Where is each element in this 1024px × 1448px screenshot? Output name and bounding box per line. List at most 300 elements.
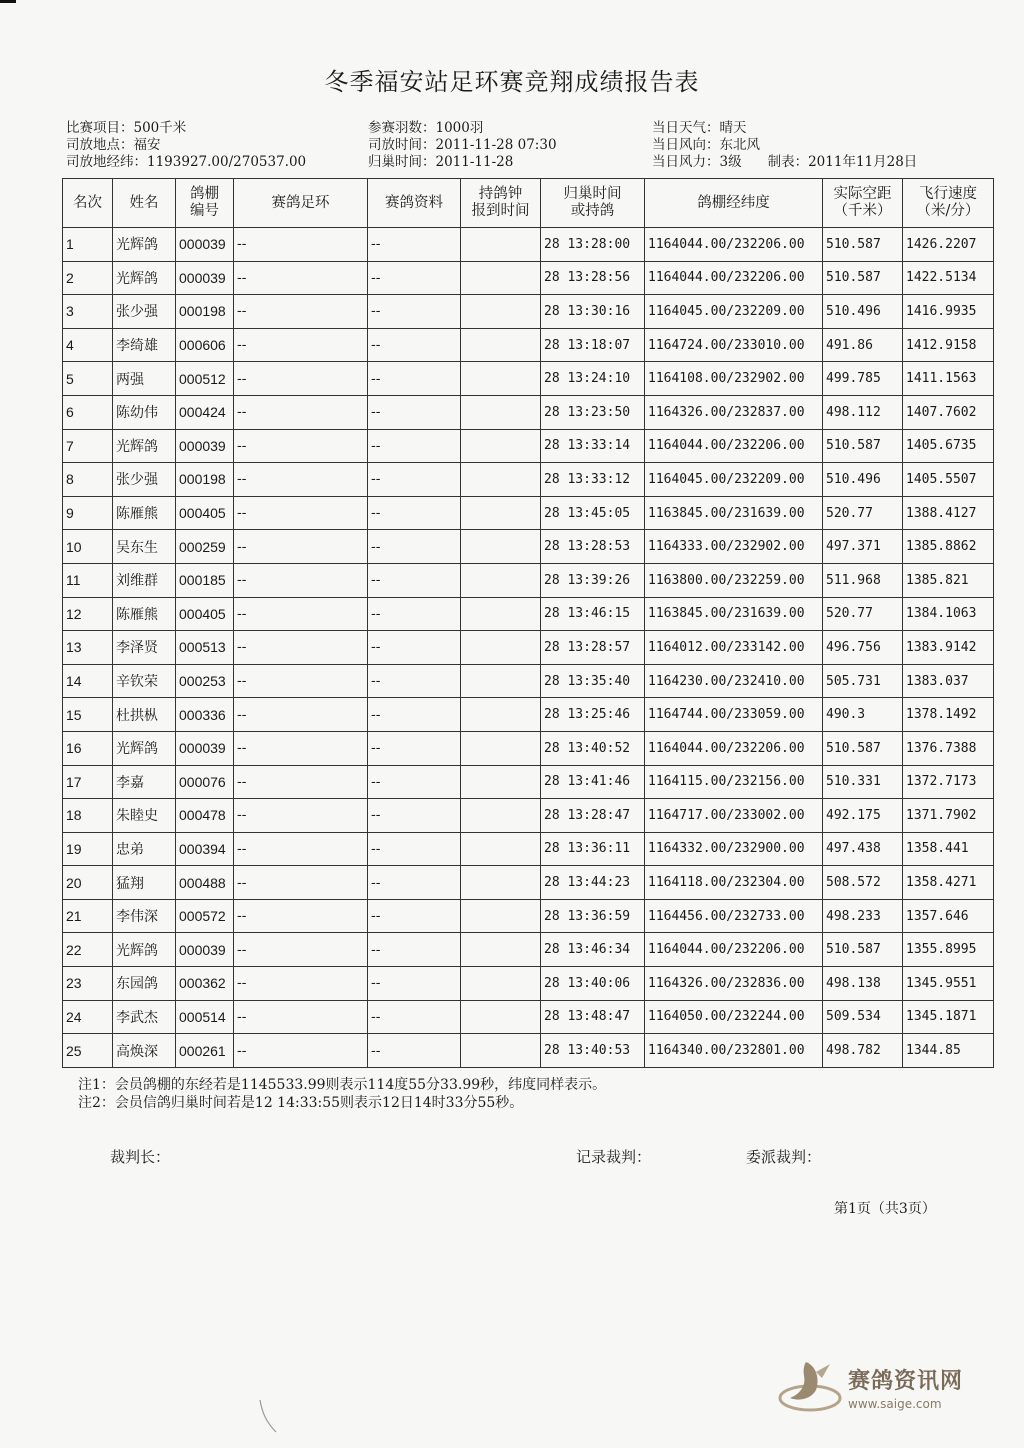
- info-cell: --: [368, 832, 461, 866]
- loft-id-cell: 000039: [176, 933, 234, 967]
- info-cell: --: [368, 328, 461, 362]
- name-cell: 陈幼伟: [113, 395, 176, 429]
- arrival-time-cell: 28 13:36:59: [541, 899, 645, 933]
- rank-cell: 11: [63, 563, 113, 597]
- column-header-line: 赛鸽资料: [385, 194, 443, 211]
- watermark-site-name: 赛鸽资讯网: [848, 1368, 964, 1394]
- column-header: [368, 179, 461, 228]
- column-header: [63, 179, 113, 228]
- clock-cell: [461, 731, 541, 765]
- name-cell: 刘维群: [113, 563, 176, 597]
- arrival-time-cell: 28 13:28:00: [541, 228, 645, 262]
- loft-id-cell: 000185: [176, 563, 234, 597]
- ring-cell: --: [234, 731, 368, 765]
- table-row: [63, 866, 994, 900]
- coordinates-cell: 1164456.00/232733.00: [645, 899, 823, 933]
- speed-cell: 1426.2207: [903, 228, 994, 262]
- coordinates-cell: 1164118.00/232304.00: [645, 866, 823, 900]
- ring-cell: --: [234, 866, 368, 900]
- pigeon-logo-icon: [776, 1354, 844, 1420]
- pen-scribble-mark: [256, 1398, 282, 1434]
- distance-cell: 520.77: [823, 496, 903, 530]
- arrival-time-cell: 28 13:33:12: [541, 463, 645, 497]
- info-cell: --: [368, 261, 461, 295]
- clock-cell: [461, 362, 541, 396]
- ring-cell: --: [234, 530, 368, 564]
- ring-cell: --: [234, 832, 368, 866]
- column-header: [645, 179, 823, 228]
- distance-cell: 509.534: [823, 1000, 903, 1034]
- distance-cell: 510.587: [823, 933, 903, 967]
- distance-cell: 510.587: [823, 228, 903, 262]
- arrival-time-cell: 28 13:25:46: [541, 698, 645, 732]
- info-cell: --: [368, 1034, 461, 1068]
- clock-cell: [461, 899, 541, 933]
- rank-cell: 10: [63, 530, 113, 564]
- name-cell: 东园鸽: [113, 967, 176, 1001]
- clock-cell: [461, 698, 541, 732]
- speed-cell: 1383.9142: [903, 631, 994, 665]
- rank-cell: 15: [63, 698, 113, 732]
- loft-id-cell: 000512: [176, 362, 234, 396]
- name-cell: 光辉鸽: [113, 261, 176, 295]
- arrival-time-cell: 28 13:36:11: [541, 832, 645, 866]
- distance-cell: 505.731: [823, 664, 903, 698]
- arrival-time-cell: 28 13:40:52: [541, 731, 645, 765]
- name-cell: 吴东生: [113, 530, 176, 564]
- chief-judge-signature: 裁判长：: [110, 1148, 171, 1166]
- ring-cell: --: [234, 899, 368, 933]
- rank-cell: 19: [63, 832, 113, 866]
- table-row: [63, 664, 994, 698]
- distance-cell: 511.968: [823, 563, 903, 597]
- clock-cell: [461, 933, 541, 967]
- rank-cell: 21: [63, 899, 113, 933]
- info-cell: --: [368, 295, 461, 329]
- column-header: [903, 179, 994, 228]
- loft-id-cell: 000394: [176, 832, 234, 866]
- arrival-time-cell: 28 13:35:40: [541, 664, 645, 698]
- distance-cell: 496.756: [823, 631, 903, 665]
- meta-column-1: [66, 120, 306, 171]
- name-cell: 两强: [113, 362, 176, 396]
- speed-cell: 1412.9158: [903, 328, 994, 362]
- ring-cell: --: [234, 261, 368, 295]
- coordinates-cell: 1164326.00/232836.00: [645, 967, 823, 1001]
- coordinates-cell: 1164044.00/232206.00: [645, 933, 823, 967]
- loft-id-cell: 000405: [176, 597, 234, 631]
- arrival-time-cell: 28 13:46:15: [541, 597, 645, 631]
- column-header-line: （千米）: [833, 203, 892, 219]
- rank-cell: 4: [63, 328, 113, 362]
- site-watermark: [776, 1352, 996, 1422]
- speed-cell: 1355.8995: [903, 933, 994, 967]
- column-header-line: 赛鸽足环: [271, 194, 330, 211]
- clock-cell: [461, 1034, 541, 1068]
- speed-cell: 1385.821: [903, 563, 994, 597]
- column-header-line: 或持鸽: [570, 203, 615, 219]
- loft-id-cell: 000606: [176, 328, 234, 362]
- column-header: [113, 179, 176, 228]
- loft-id-cell: 000039: [176, 228, 234, 262]
- distance-cell: 497.438: [823, 832, 903, 866]
- speed-cell: 1405.5507: [903, 463, 994, 497]
- name-cell: 高焕深: [113, 1034, 176, 1068]
- column-header-line: 飞行速度: [919, 186, 977, 202]
- table-row: [63, 429, 994, 463]
- loft-id-cell: 000362: [176, 967, 234, 1001]
- arrival-time-cell: 28 13:46:34: [541, 933, 645, 967]
- distance-cell: 510.496: [823, 295, 903, 329]
- info-cell: --: [368, 463, 461, 497]
- column-header-line: 鸽棚: [190, 186, 219, 202]
- coordinates-cell: 1164044.00/232206.00: [645, 731, 823, 765]
- table-row: [63, 698, 994, 732]
- name-cell: 李伟深: [113, 899, 176, 933]
- rank-cell: 25: [63, 1034, 113, 1068]
- info-cell: --: [368, 765, 461, 799]
- column-header-line: 名次: [73, 194, 102, 211]
- coordinates-cell: 1164050.00/232244.00: [645, 1000, 823, 1034]
- clock-cell: [461, 563, 541, 597]
- meta-item: 归巢时间：2011-11-28: [368, 154, 514, 170]
- speed-cell: 1411.1563: [903, 362, 994, 396]
- coordinates-cell: 1164333.00/232902.00: [645, 530, 823, 564]
- coordinates-cell: 1164744.00/233059.00: [645, 698, 823, 732]
- table-row: [63, 295, 994, 329]
- coordinates-cell: 1164012.00/233142.00: [645, 631, 823, 665]
- loft-id-cell: 000198: [176, 463, 234, 497]
- speed-cell: 1358.4271: [903, 866, 994, 900]
- loft-id-cell: 000488: [176, 866, 234, 900]
- column-header: [461, 179, 541, 228]
- clock-cell: [461, 496, 541, 530]
- coordinates-cell: 1164044.00/232206.00: [645, 429, 823, 463]
- loft-id-cell: 000039: [176, 429, 234, 463]
- clock-cell: [461, 295, 541, 329]
- distance-cell: 510.496: [823, 463, 903, 497]
- ring-cell: --: [234, 631, 368, 665]
- info-cell: --: [368, 563, 461, 597]
- ring-cell: --: [234, 429, 368, 463]
- clock-cell: [461, 228, 541, 262]
- rank-cell: 17: [63, 765, 113, 799]
- name-cell: 陈雁熊: [113, 496, 176, 530]
- table-row: [63, 328, 994, 362]
- loft-id-cell: 000336: [176, 698, 234, 732]
- arrival-time-cell: 28 13:39:26: [541, 563, 645, 597]
- coordinates-cell: 1164045.00/232209.00: [645, 295, 823, 329]
- info-cell: --: [368, 228, 461, 262]
- note-1: 注1：会员鸽棚的东经若是1145533.99则表示114度55分33.99秒，纬度同样表示。: [78, 1077, 607, 1093]
- loft-id-cell: 000076: [176, 765, 234, 799]
- rank-cell: 7: [63, 429, 113, 463]
- table-row: [63, 631, 994, 665]
- name-cell: 杜拱枞: [113, 698, 176, 732]
- arrival-time-cell: 28 13:30:16: [541, 295, 645, 329]
- distance-cell: 498.112: [823, 395, 903, 429]
- column-header-line: 鸽棚经纬度: [697, 194, 770, 211]
- loft-id-cell: 000424: [176, 395, 234, 429]
- arrival-time-cell: 28 13:28:47: [541, 799, 645, 833]
- table-row: [63, 597, 994, 631]
- name-cell: 忠弟: [113, 832, 176, 866]
- table-body: [63, 228, 994, 1068]
- arrival-time-cell: 28 13:44:23: [541, 866, 645, 900]
- loft-id-cell: 000405: [176, 496, 234, 530]
- info-cell: --: [368, 933, 461, 967]
- column-header-line: 实际空距: [833, 186, 892, 202]
- distance-cell: 491.86: [823, 328, 903, 362]
- clock-cell: [461, 328, 541, 362]
- speed-cell: 1405.6735: [903, 429, 994, 463]
- info-cell: --: [368, 799, 461, 833]
- name-cell: 猛翔: [113, 866, 176, 900]
- speed-cell: 1358.441: [903, 832, 994, 866]
- speed-cell: 1383.037: [903, 664, 994, 698]
- name-cell: 张少强: [113, 295, 176, 329]
- speed-cell: 1416.9935: [903, 295, 994, 329]
- meta-item: 参赛羽数：1000羽: [368, 120, 484, 136]
- coordinates-cell: 1164724.00/233010.00: [645, 328, 823, 362]
- clock-cell: [461, 597, 541, 631]
- notes: [78, 1076, 606, 1112]
- table-row: [63, 899, 994, 933]
- clock-cell: [461, 530, 541, 564]
- table-row: [63, 765, 994, 799]
- table-row: [63, 1000, 994, 1034]
- ring-cell: --: [234, 933, 368, 967]
- coordinates-cell: 1163845.00/231639.00: [645, 496, 823, 530]
- coordinates-cell: 1163800.00/232259.00: [645, 563, 823, 597]
- arrival-time-cell: 28 13:28:57: [541, 631, 645, 665]
- speed-cell: 1422.5134: [903, 261, 994, 295]
- distance-cell: 498.138: [823, 967, 903, 1001]
- rank-cell: 12: [63, 597, 113, 631]
- arrival-time-cell: 28 13:48:47: [541, 1000, 645, 1034]
- info-cell: --: [368, 899, 461, 933]
- page-number: 第1页（共3页）: [834, 1201, 936, 1217]
- info-cell: --: [368, 731, 461, 765]
- distance-cell: 510.587: [823, 261, 903, 295]
- ring-cell: --: [234, 1000, 368, 1034]
- ring-cell: --: [234, 698, 368, 732]
- table-row: [63, 496, 994, 530]
- ring-cell: --: [234, 967, 368, 1001]
- loft-id-cell: 000572: [176, 899, 234, 933]
- loft-id-cell: 000478: [176, 799, 234, 833]
- column-header: [176, 179, 234, 228]
- coordinates-cell: 1164326.00/232837.00: [645, 395, 823, 429]
- ring-cell: --: [234, 597, 368, 631]
- ring-cell: --: [234, 799, 368, 833]
- info-cell: --: [368, 429, 461, 463]
- coordinates-cell: 1164044.00/232206.00: [645, 261, 823, 295]
- name-cell: 李嘉: [113, 765, 176, 799]
- table-row: [63, 530, 994, 564]
- ring-cell: --: [234, 463, 368, 497]
- coordinates-cell: 1164045.00/232209.00: [645, 463, 823, 497]
- rank-cell: 2: [63, 261, 113, 295]
- loft-id-cell: 000261: [176, 1034, 234, 1068]
- table-row: [63, 563, 994, 597]
- rank-cell: 14: [63, 664, 113, 698]
- column-header-line: 报到时间: [471, 203, 530, 219]
- ring-cell: --: [234, 563, 368, 597]
- distance-cell: 510.587: [823, 429, 903, 463]
- rank-cell: 8: [63, 463, 113, 497]
- watermark-site-url: www.saige.com: [848, 1396, 942, 1411]
- name-cell: 辛钦荣: [113, 664, 176, 698]
- report-title: 冬季福安站足环赛竞翔成绩报告表: [324, 68, 700, 96]
- ring-cell: --: [234, 362, 368, 396]
- loft-id-cell: 000039: [176, 731, 234, 765]
- clock-cell: [461, 832, 541, 866]
- name-cell: 陈雁熊: [113, 597, 176, 631]
- loft-id-cell: 000198: [176, 295, 234, 329]
- speed-cell: 1388.4127: [903, 496, 994, 530]
- arrival-time-cell: 28 13:18:07: [541, 328, 645, 362]
- loft-id-cell: 000514: [176, 1000, 234, 1034]
- loft-id-cell: 000253: [176, 664, 234, 698]
- meta-column-2: [368, 120, 557, 171]
- speed-cell: 1345.1871: [903, 1000, 994, 1034]
- name-cell: 光辉鸽: [113, 228, 176, 262]
- info-cell: --: [368, 395, 461, 429]
- ring-cell: --: [234, 765, 368, 799]
- table-row: [63, 261, 994, 295]
- rank-cell: 6: [63, 395, 113, 429]
- rank-cell: 24: [63, 1000, 113, 1034]
- column-header-line: （米/分）: [916, 203, 980, 219]
- arrival-time-cell: 28 13:45:05: [541, 496, 645, 530]
- column-header-line: 编号: [190, 203, 219, 219]
- arrival-time-cell: 28 13:41:46: [541, 765, 645, 799]
- rank-cell: 5: [63, 362, 113, 396]
- arrival-time-cell: 28 13:40:53: [541, 1034, 645, 1068]
- coordinates-cell: 1164108.00/232902.00: [645, 362, 823, 396]
- distance-cell: 498.233: [823, 899, 903, 933]
- meta-column-3: [652, 120, 917, 171]
- speed-cell: 1407.7602: [903, 395, 994, 429]
- meta-item: 当日天气：晴天: [652, 120, 747, 136]
- ring-cell: --: [234, 228, 368, 262]
- meta-item: 司放地经纬：1193927.00/270537.00: [66, 154, 307, 170]
- rank-cell: 16: [63, 731, 113, 765]
- clock-cell: [461, 1000, 541, 1034]
- meta-item: 司放时间：2011-11-28 07:30: [368, 137, 557, 153]
- table-row: [63, 463, 994, 497]
- coordinates-cell: 1163845.00/231639.00: [645, 597, 823, 631]
- name-cell: 李泽贤: [113, 631, 176, 665]
- info-cell: --: [368, 1000, 461, 1034]
- ring-cell: --: [234, 496, 368, 530]
- info-cell: --: [368, 597, 461, 631]
- results-table: [62, 178, 994, 1068]
- arrival-time-cell: 28 13:40:06: [541, 967, 645, 1001]
- name-cell: 光辉鸽: [113, 933, 176, 967]
- table-row: [63, 731, 994, 765]
- recorder-judge-signature: 记录裁判：: [576, 1148, 652, 1166]
- clock-cell: [461, 631, 541, 665]
- distance-cell: 510.587: [823, 731, 903, 765]
- column-header-line: 持鸽钟: [478, 186, 523, 202]
- clock-cell: [461, 261, 541, 295]
- info-cell: --: [368, 362, 461, 396]
- arrival-time-cell: 28 13:23:50: [541, 395, 645, 429]
- distance-cell: 499.785: [823, 362, 903, 396]
- clock-cell: [461, 967, 541, 1001]
- distance-cell: 492.175: [823, 799, 903, 833]
- column-header: [823, 179, 903, 228]
- clock-cell: [461, 429, 541, 463]
- table-row: [63, 967, 994, 1001]
- coordinates-cell: 1164230.00/232410.00: [645, 664, 823, 698]
- info-cell: --: [368, 631, 461, 665]
- rank-cell: 20: [63, 866, 113, 900]
- speed-cell: 1372.7173: [903, 765, 994, 799]
- name-cell: 朱睦史: [113, 799, 176, 833]
- table-row: [63, 228, 994, 262]
- made-by-date: 制表：2011年11月28日: [767, 154, 918, 170]
- name-cell: 光辉鸽: [113, 731, 176, 765]
- speed-cell: 1345.9551: [903, 967, 994, 1001]
- table-row: [63, 1034, 994, 1068]
- table-row: [63, 799, 994, 833]
- name-cell: 李绮雄: [113, 328, 176, 362]
- info-cell: --: [368, 967, 461, 1001]
- rank-cell: 9: [63, 496, 113, 530]
- column-header-line: 姓名: [129, 194, 159, 211]
- arrival-time-cell: 28 13:28:56: [541, 261, 645, 295]
- clock-cell: [461, 765, 541, 799]
- arrival-time-cell: 28 13:28:53: [541, 530, 645, 564]
- info-cell: --: [368, 664, 461, 698]
- clock-cell: [461, 664, 541, 698]
- meta-item: 司放地点：福安: [66, 137, 161, 153]
- loft-id-cell: 000513: [176, 631, 234, 665]
- column-header-line: 归巢时间: [563, 186, 622, 202]
- rank-cell: 18: [63, 799, 113, 833]
- speed-cell: 1378.1492: [903, 698, 994, 732]
- arrival-time-cell: 28 13:33:14: [541, 429, 645, 463]
- meta-item: 比赛项目：500千米: [66, 120, 187, 136]
- speed-cell: 1344.85: [903, 1034, 994, 1068]
- coordinates-cell: 1164044.00/232206.00: [645, 228, 823, 262]
- table-row: [63, 933, 994, 967]
- name-cell: 光辉鸽: [113, 429, 176, 463]
- speed-cell: 1384.1063: [903, 597, 994, 631]
- column-header: [541, 179, 645, 228]
- coordinates-cell: 1164717.00/233002.00: [645, 799, 823, 833]
- loft-id-cell: 000039: [176, 261, 234, 295]
- table-row: [63, 362, 994, 396]
- rank-cell: 22: [63, 933, 113, 967]
- clock-cell: [461, 463, 541, 497]
- delegate-judge-signature: 委派裁判：: [746, 1148, 822, 1166]
- distance-cell: 498.782: [823, 1034, 903, 1068]
- info-cell: --: [368, 866, 461, 900]
- loft-id-cell: 000259: [176, 530, 234, 564]
- speed-cell: 1357.646: [903, 899, 994, 933]
- table-header-row: [63, 179, 994, 228]
- speed-cell: 1371.7902: [903, 799, 994, 833]
- ring-cell: --: [234, 664, 368, 698]
- coordinates-cell: 1164340.00/232801.00: [645, 1034, 823, 1068]
- table-row: [63, 832, 994, 866]
- coordinates-cell: 1164115.00/232156.00: [645, 765, 823, 799]
- info-cell: --: [368, 496, 461, 530]
